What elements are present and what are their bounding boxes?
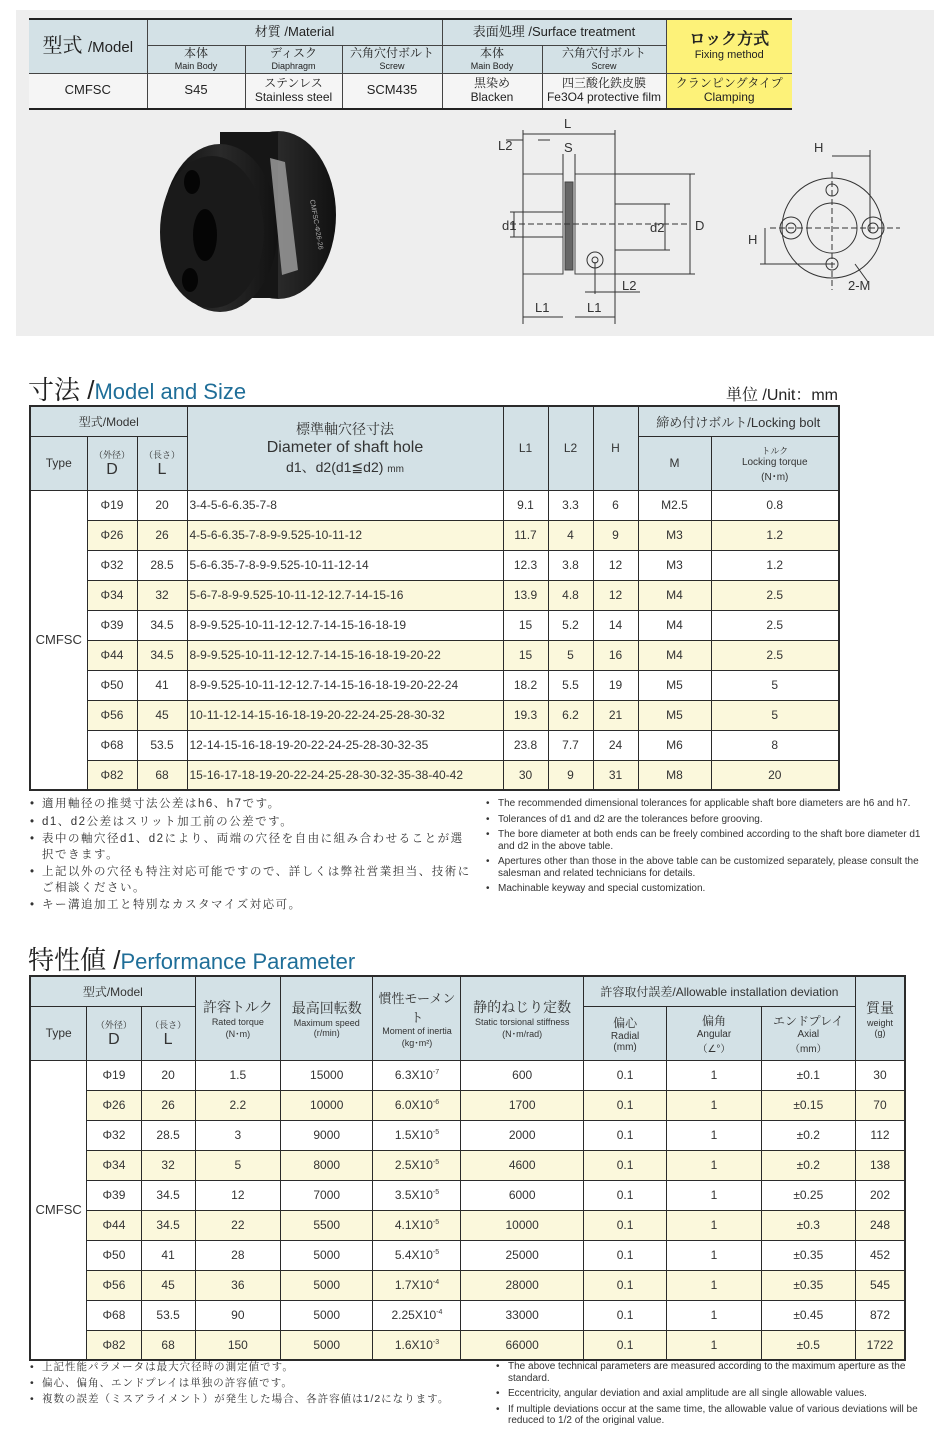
weight-cell: 70 [855,1090,905,1120]
size-table-row [30,580,839,610]
surface-group-header: 表面処理 /Surface treatment [442,19,666,45]
h-cell: 9 [593,520,638,550]
d-cell: Φ44 [87,640,137,670]
rated-torque-cell: 5 [195,1150,280,1180]
l-header: （長さ） L [137,436,187,490]
l-cell: 34.5 [137,640,187,670]
weight-cell: 202 [855,1180,905,1210]
m-cell: M2.5 [638,490,711,520]
size-notes-jp [30,797,475,916]
d-cell: Φ19 [87,1060,141,1090]
stiffness-cell: 10000 [461,1210,583,1240]
weight-cell: 30 [855,1060,905,1090]
holes-cell: 10-11-12-14-15-16-18-19-20-22-24-25-28-30-32 [187,700,503,730]
note-item: • Machinable keyway and special customization. [486,883,926,895]
torque-cell: 8 [711,730,839,760]
d-cell: Φ50 [87,1240,141,1270]
h-cell: 12 [593,580,638,610]
note-item: • 表中の軸穴径d1、d2により、両端の穴径を自由に組み合わせることが選択できます。 [30,832,475,863]
model-value: CMFSC [29,73,147,109]
inertia-cell: $2.25X10^{-4}$ [373,1300,461,1330]
note-item: • If multiple deviations occur at the same time, the allowable value of various deviations will be reduced to 1/2 of the original value. [496,1404,926,1427]
l-cell: 20 [141,1060,195,1090]
d-cell: Φ56 [87,1270,141,1300]
l-cell: 26 [137,520,187,550]
inertia-cell: $1.6X10^{-3}$ [373,1330,461,1360]
lock-method-header: ロック方式 Fixing method [666,19,792,73]
radial-cell: 0.1 [583,1090,666,1120]
radial-header: 偏心 Radial (mm) [583,1006,666,1060]
stiffness-cell: 4600 [461,1150,583,1180]
axial-header: エンドプレイ Axial （mm） [761,1006,855,1060]
perf-type-cell: CMFSC [30,1060,87,1360]
rated-torque-cell: 150 [195,1330,280,1360]
inertia-cell: $6.0X10^{-6}$ [373,1090,461,1120]
d-cell: Φ68 [87,1300,141,1330]
radial-cell: 0.1 [583,1210,666,1240]
d-cell: Φ26 [87,520,137,550]
perf-notes-en [496,1361,926,1431]
note-item: • The recommended dimensional tolerances for applicable shaft bore diameters are h6 and h7. [486,798,926,810]
rated-torque-cell: 12 [195,1180,280,1210]
size-table-row [30,520,839,550]
dim-label-S: S [564,140,573,155]
max-speed-cell: 9000 [280,1120,372,1150]
l-cell: 28.5 [137,550,187,580]
torque-cell: 0.8 [711,490,839,520]
rated-torque-header: 許容トルク Rated torque (N･m) [195,976,280,1060]
stiffness-cell: 66000 [461,1330,583,1360]
dim-label-d2: d2 [650,220,665,235]
max-speed-cell: 5500 [280,1210,372,1240]
material-group-header: 材質 /Material [147,19,442,45]
screw-value: SCM435 [342,73,442,109]
rated-torque-cell: 28 [195,1240,280,1270]
d-cell: Φ32 [87,550,137,580]
holes-cell: 12-14-15-16-18-19-20-22-24-25-28-30-32-35 [187,730,503,760]
angular-cell: 1 [667,1180,761,1210]
angular-cell: 1 [667,1300,761,1330]
h-header: H [593,406,638,490]
performance-table-row [30,1330,905,1360]
holes-cell: 8-9-9.525-10-11-12-12.7-14-15-16-18-19 [187,610,503,640]
d-cell: Φ44 [87,1210,141,1240]
axial-cell: ±0.25 [761,1180,855,1210]
l-cell: 34.5 [141,1210,195,1240]
note-item: • 複数の誤差（ミスアライメント）が発生した場合、各許容値は1/2になります。 [30,1392,480,1406]
dim-label-L2-bottom: L2 [622,278,637,293]
perf-model-header: 型式/Model [30,976,195,1006]
d-cell: Φ56 [87,700,137,730]
performance-table-row [30,1150,905,1180]
radial-cell: 0.1 [583,1240,666,1270]
max-speed-cell: 5000 [280,1300,372,1330]
d-cell: Φ82 [87,760,137,790]
performance-table-row [30,1300,905,1330]
size-table-row [30,700,839,730]
sub-header-main-body: 本体 Main Body [147,45,245,73]
angular-cell: 1 [667,1270,761,1300]
rated-torque-cell: 2.2 [195,1090,280,1120]
inertia-cell: $3.5X10^{-5}$ [373,1180,461,1210]
torque-cell: 20 [711,760,839,790]
l2-cell: 5 [548,640,593,670]
l-cell: 53.5 [141,1300,195,1330]
note-item: • Tolerances of d1 and d2 are the tolerances before grooving. [486,814,926,826]
radial-cell: 0.1 [583,1060,666,1090]
perf-d-header: （外径） D [87,1006,141,1060]
size-table-row [30,550,839,580]
axial-cell: ±0.35 [761,1240,855,1270]
m-cell: M4 [638,580,711,610]
performance-table-row [30,1240,905,1270]
angular-cell: 1 [667,1120,761,1150]
perf-section-title: 特性値 /Performance Parameter [28,945,356,975]
dim-label-2M: 2-M [848,278,871,293]
note-item: • 上記以外の穴径も特注対応可能ですので、詳しくは弊社営業担当、技術にご相談ください。 [30,865,475,896]
h-cell: 31 [593,760,638,790]
l1-cell: 19.3 [503,700,548,730]
note-item: • 偏心、偏角、エンドプレイは単独の許容値です。 [30,1376,480,1390]
inertia-cell: $1.7X10^{-4}$ [373,1270,461,1300]
d-header: （外径） D [87,436,137,490]
l2-cell: 3.3 [548,490,593,520]
weight-cell: 872 [855,1300,905,1330]
weight-cell: 112 [855,1120,905,1150]
holes-cell: 5-6-7-8-9-9.525-10-11-12-12.7-14-15-16 [187,580,503,610]
angular-cell: 1 [667,1240,761,1270]
inertia-cell: $1.5X10^{-5}$ [373,1120,461,1150]
rated-torque-cell: 3 [195,1120,280,1150]
m-cell: M3 [638,520,711,550]
holes-cell: 5-6-6.35-7-8-9-9.525-10-11-12-14 [187,550,503,580]
note-item: • キー溝追加工と特別なカスタマイズ対応可。 [30,898,475,914]
radial-cell: 0.1 [583,1330,666,1360]
max-speed-cell: 7000 [280,1180,372,1210]
size-table-row [30,610,839,640]
h-cell: 21 [593,700,638,730]
l-cell: 32 [137,580,187,610]
weight-cell: 545 [855,1270,905,1300]
performance-table-row [30,1060,905,1090]
max-speed-cell: 15000 [280,1060,372,1090]
dim-label-L2-top: L2 [498,138,513,153]
m-cell: M8 [638,760,711,790]
h-cell: 16 [593,640,638,670]
l-cell: 45 [137,700,187,730]
sub-header-diaphragm: ディスク Diaphragm [245,45,342,73]
size-table [29,405,840,791]
l2-cell: 6.2 [548,700,593,730]
d-cell: Φ39 [87,1180,141,1210]
size-section-title: 寸法 /Model and Size [28,375,247,405]
d-cell: Φ32 [87,1120,141,1150]
locking-bolt-header: 締め付けボルト/Locking bolt [638,406,839,436]
h-cell: 14 [593,610,638,640]
l-cell: 34.5 [137,610,187,640]
l1-cell: 15 [503,610,548,640]
torque-cell: 2.5 [711,610,839,640]
perf-notes-jp [30,1360,480,1409]
coupling-product-image [150,120,340,320]
stiffness-cell: 28000 [461,1270,583,1300]
size-table-row [30,730,839,760]
radial-cell: 0.1 [583,1150,666,1180]
dim-label-D: D [695,218,705,233]
angular-cell: 1 [667,1090,761,1120]
stiffness-cell: 1700 [461,1090,583,1120]
l1-cell: 13.9 [503,580,548,610]
d-cell: Φ26 [87,1090,141,1120]
inertia-cell: $5.4X10^{-5}$ [373,1240,461,1270]
performance-table [29,975,906,1361]
axial-cell: ±0.2 [761,1150,855,1180]
note-item: • Apertures other than those in the above table can be customized separately, please consult the salesman and related technicians for details. [486,856,926,879]
note-item: • The bore diameter at both ends can be freely combined according to the shaft bore diameter d1 and d2 in the above table. [486,829,926,852]
axial-cell: ±0.2 [761,1120,855,1150]
size-table-row [30,490,839,520]
l2-cell: 5.2 [548,610,593,640]
l-cell: 68 [137,760,187,790]
stiffness-cell: 6000 [461,1180,583,1210]
l-cell: 41 [137,670,187,700]
dim-label-H-left: H [748,232,758,247]
m-cell: M3 [638,550,711,580]
diaphragm-value: ステンレス Stainless steel [245,73,342,109]
h-cell: 12 [593,550,638,580]
l1-cell: 18.2 [503,670,548,700]
stiffness-header: 静的ねじり定数 Static torsional stiffness (N･m/rad) [461,976,583,1060]
angular-header: 偏角 Angular （∠°） [667,1006,761,1060]
note-item: • 上記性能パラメータは最大穴径時の測定値です。 [30,1360,480,1374]
torque-cell: 2.5 [711,640,839,670]
h-cell: 6 [593,490,638,520]
axial-cell: ±0.45 [761,1300,855,1330]
l2-cell: 3.8 [548,550,593,580]
max-speed-cell: 8000 [280,1150,372,1180]
l-cell: 26 [141,1090,195,1120]
note-item: • The above technical parameters are measured according to the maximum aperture as the standard. [496,1361,926,1384]
angular-cell: 1 [667,1210,761,1240]
l1-cell: 9.1 [503,490,548,520]
dim-label-H-top: H [814,140,824,155]
type-cell: CMFSC [30,490,87,790]
max-speed-cell: 5000 [280,1270,372,1300]
m-cell: M5 [638,670,711,700]
size-table-row [30,760,839,790]
m-cell: M6 [638,730,711,760]
rated-torque-cell: 1.5 [195,1060,280,1090]
rated-torque-cell: 36 [195,1270,280,1300]
l1-cell: 30 [503,760,548,790]
size-model-header: 型式/Model [30,406,187,436]
performance-table-body [30,1060,905,1360]
note-item: • d1、d2公差はスリット加工前の公差です。 [30,815,475,831]
angular-cell: 1 [667,1060,761,1090]
performance-table-row [30,1120,905,1150]
inertia-cell: $6.3X10^{-7}$ [373,1060,461,1090]
d-cell: Φ82 [87,1330,141,1360]
size-table-row [30,640,839,670]
l-cell: 20 [137,490,187,520]
weight-cell: 138 [855,1150,905,1180]
l2-cell: 5.5 [548,670,593,700]
torque-cell: 5 [711,670,839,700]
angular-cell: 1 [667,1150,761,1180]
l1-cell: 23.8 [503,730,548,760]
l-cell: 45 [141,1270,195,1300]
dim-label-L1-left: L1 [535,300,550,315]
note-item: • Eccentricity, angular deviation and axial amplitude are all single allowable values. [496,1388,926,1400]
weight-cell: 248 [855,1210,905,1240]
size-notes-en [486,798,926,899]
l-cell: 32 [141,1150,195,1180]
note-item: • 適用軸径の推奨寸法公差はh6、h7です。 [30,797,475,813]
d-cell: Φ39 [87,610,137,640]
performance-table-row [30,1180,905,1210]
sub-header-surface-screw: 六角穴付ボルト Screw [542,45,666,73]
surface-screw-value: 四三酸化鉄皮膜 Fe3O4 protective film [542,73,666,109]
perf-l-header: （長さ） L [141,1006,195,1060]
max-speed-cell: 5000 [280,1240,372,1270]
h-cell: 19 [593,670,638,700]
holes-cell: 8-9-9.525-10-11-12-12.7-14-15-16-18-19-20-22 [187,640,503,670]
performance-table-row [30,1270,905,1300]
material-table [29,18,792,110]
performance-table-row [30,1210,905,1240]
perf-type-header: Type [30,1006,87,1060]
max-speed-cell: 10000 [280,1090,372,1120]
l-cell: 53.5 [137,730,187,760]
holes-cell: 3-4-5-6-6.35-7-8 [187,490,503,520]
size-table-body [30,490,839,790]
product-marking: CMFSC-Φ26-26 [308,199,324,251]
max-speed-header: 最高回転数 Maximum speed (r/min) [280,976,372,1060]
l-cell: 34.5 [141,1180,195,1210]
weight-cell: 1722 [855,1330,905,1360]
axial-cell: ±0.15 [761,1090,855,1120]
sub-header-screw: 六角穴付ボルト Screw [342,45,442,73]
size-table-row [30,670,839,700]
torque-header: トルク Locking torque (N･m) [711,436,839,490]
inertia-header: 慣性モーメント Moment of inertia (kg･m²) [373,976,461,1060]
m-cell: M4 [638,610,711,640]
axial-cell: ±0.3 [761,1210,855,1240]
l2-cell: 4.8 [548,580,593,610]
m-cell: M4 [638,640,711,670]
torque-cell: 1.2 [711,550,839,580]
inertia-cell: $4.1X10^{-5}$ [373,1210,461,1240]
inertia-cell: $2.5X10^{-5}$ [373,1150,461,1180]
angular-cell: 1 [667,1330,761,1360]
axial-cell: ±0.1 [761,1060,855,1090]
d-cell: Φ34 [87,580,137,610]
h-cell: 24 [593,730,638,760]
l2-header: L2 [548,406,593,490]
technical-drawing [490,112,910,332]
radial-cell: 0.1 [583,1180,666,1210]
sub-header-surface-body: 本体 Main Body [442,45,542,73]
stiffness-cell: 2000 [461,1120,583,1150]
holes-cell: 4-5-6-6.35-7-8-9-9.525-10-11-12 [187,520,503,550]
d-cell: Φ34 [87,1150,141,1180]
m-header: M [638,436,711,490]
holes-cell: 15-16-17-18-19-20-22-24-25-28-30-32-35-38-40-42 [187,760,503,790]
deviation-group-header: 許容取付誤差/Allowable installation deviation [583,976,855,1006]
rated-torque-cell: 90 [195,1300,280,1330]
l1-cell: 12.3 [503,550,548,580]
l2-cell: 9 [548,760,593,790]
torque-cell: 5 [711,700,839,730]
model-header: 型式 /Model [29,19,147,73]
performance-table-row [30,1090,905,1120]
l-cell: 28.5 [141,1120,195,1150]
unit-label: 単位 /Unit：mm [725,387,838,404]
torque-cell: 2.5 [711,580,839,610]
holes-cell: 8-9-9.525-10-11-12-12.7-14-15-16-18-19-20-22-24 [187,670,503,700]
stiffness-cell: 33000 [461,1300,583,1330]
weight-cell: 452 [855,1240,905,1270]
rated-torque-cell: 22 [195,1210,280,1240]
l-cell: 41 [141,1240,195,1270]
max-speed-cell: 5000 [280,1330,372,1360]
torque-cell: 1.2 [711,520,839,550]
shaft-hole-header: 標準軸穴径寸法 Diameter of shaft hole d1、d2(d1≦d2) mm [187,406,503,490]
d-cell: Φ68 [87,730,137,760]
type-header: Type [30,436,87,490]
l2-cell: 4 [548,520,593,550]
surface-body-value: 黒染め Blacken [442,73,542,109]
dim-label-d1: d1 [502,218,517,233]
l1-cell: 11.7 [503,520,548,550]
radial-cell: 0.1 [583,1300,666,1330]
main-body-value: S45 [147,73,245,109]
d-cell: Φ19 [87,490,137,520]
lock-method-value: クランピングタイプ Clamping [666,73,792,109]
axial-cell: ±0.5 [761,1330,855,1360]
m-cell: M5 [638,700,711,730]
stiffness-cell: 25000 [461,1240,583,1270]
radial-cell: 0.1 [583,1120,666,1150]
l1-header: L1 [503,406,548,490]
d-cell: Φ50 [87,670,137,700]
weight-header: 質量 weight (g) [855,976,905,1060]
l2-cell: 7.7 [548,730,593,760]
stiffness-cell: 600 [461,1060,583,1090]
l1-cell: 15 [503,640,548,670]
l-cell: 68 [141,1330,195,1360]
dim-label-L: L [564,116,572,131]
radial-cell: 0.1 [583,1270,666,1300]
axial-cell: ±0.35 [761,1270,855,1300]
dim-label-L1-right: L1 [587,300,602,315]
